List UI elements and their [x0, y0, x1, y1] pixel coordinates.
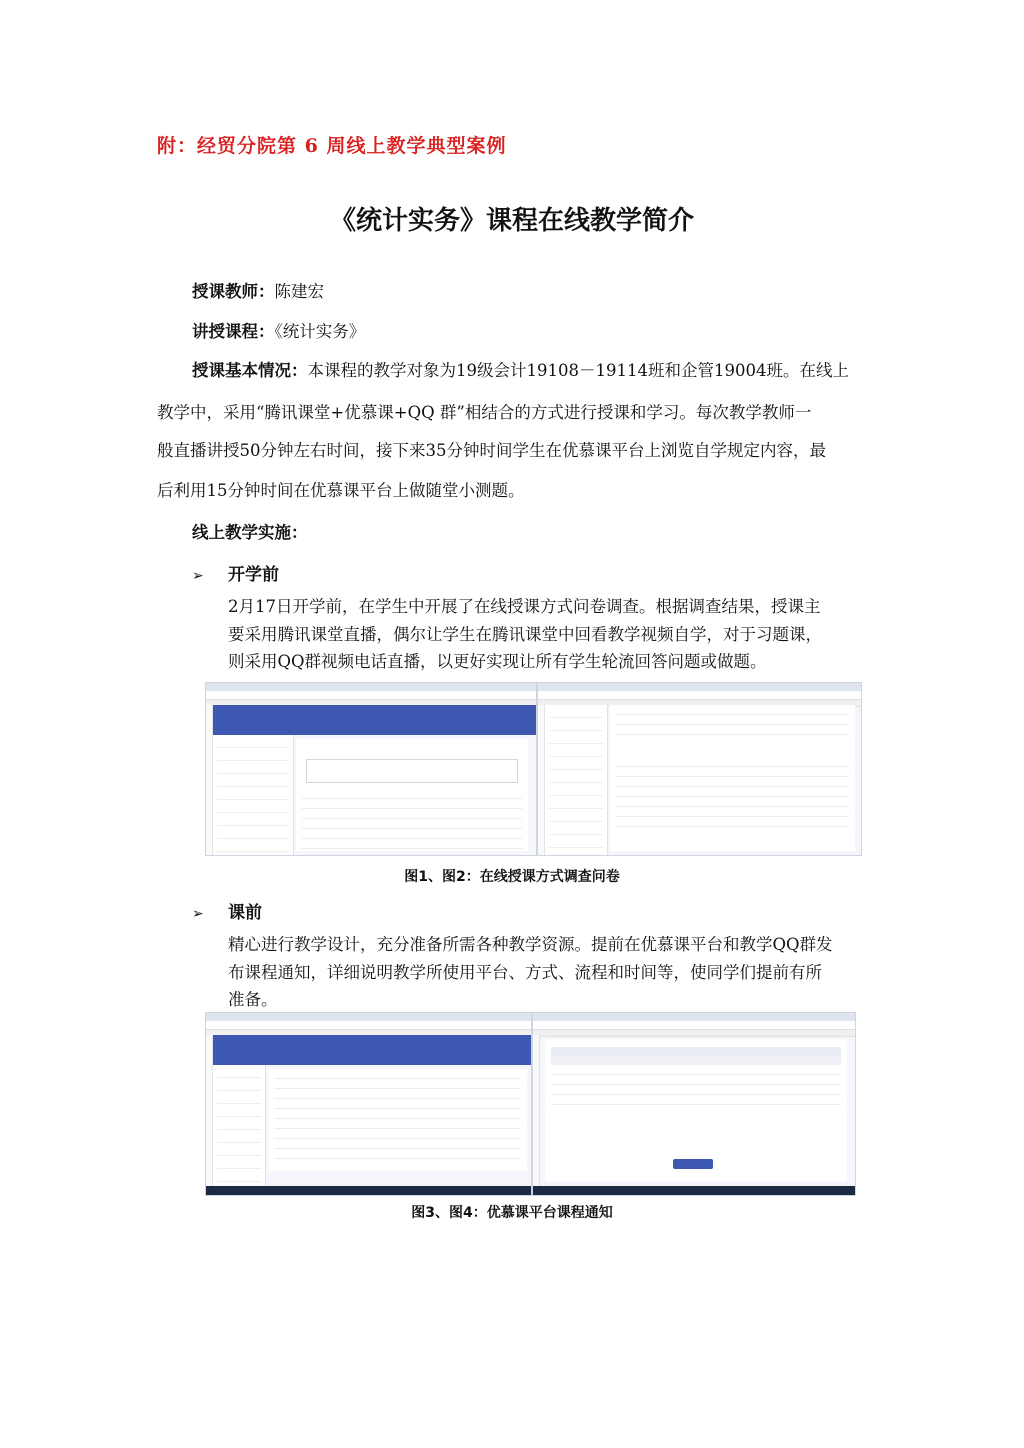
- section2-line1: 精心进行教学设计，充分准备所需各种教学资源。提前在优慕课平台和教学QQ群发: [228, 935, 833, 954]
- document-title: 《统计实务》课程在线教学简介: [329, 206, 694, 236]
- implementation-label: 线上教学实施：: [192, 523, 308, 542]
- section-before-class-title: 课前: [228, 903, 262, 923]
- figure1-screenshot: [205, 682, 537, 856]
- figure3-screenshot: [205, 1012, 532, 1196]
- basic-info-line2: 教学中，采用“腾讯课堂+优慕课+QQ 群”相结合的方式进行授课和学习。每次教学教师一: [157, 403, 812, 422]
- teacher-value: 陈建宏: [274, 282, 324, 301]
- section1-line3: 则采用QQ群视频电话直播，以更好实现让所有学生轮流回答问题或做题。: [228, 652, 767, 671]
- basic-info-line3: 般直播讲授50分钟左右时间，接下来35分钟时间学生在优慕课平台上浏览自学规定内容，最: [157, 441, 826, 460]
- section-before-semester-heading: [192, 560, 279, 585]
- section2-line3: 准备。: [228, 990, 278, 1009]
- caption-figure3-4: 图3、图4：优慕课平台课程通知: [411, 1205, 613, 1221]
- section-before-semester-title: 开学前: [228, 565, 279, 585]
- section-before-class-heading: [192, 898, 262, 923]
- section1-line2: 要采用腾讯课堂直播，偶尔让学生在腾讯课堂中回看教学视频自学，对于习题课，: [228, 625, 822, 644]
- appendix-heading: 附：经贸分院第 6 周线上教学典型案例: [157, 135, 507, 157]
- section2-line2: 布课程通知，详细说明教学所使用平台、方式、流程和时间等，使同学们提前有所: [228, 963, 822, 982]
- basic-info-label: 授课基本情况：: [192, 361, 308, 380]
- section1-line1: 2月17日开学前，在学生中开展了在线授课方式问卷调查。根据调查结果，授课主: [228, 597, 821, 616]
- basic-info-line1: [192, 356, 872, 386]
- arrow-bullet-icon: ➢: [192, 568, 204, 584]
- figure2-screenshot: [537, 682, 862, 856]
- figure4-screenshot: [532, 1012, 856, 1196]
- course-line: [192, 317, 365, 347]
- caption-figure1-2: 图1、图2：在线授课方式调查问卷: [404, 869, 620, 885]
- course-value: 《统计实务》: [274, 322, 366, 341]
- basic-info-text1: 本课程的教学对象为19级会计19108－19114班和企管19004班。在线上: [307, 361, 849, 380]
- teacher-line: [192, 277, 324, 307]
- course-label: 讲授课程：: [192, 322, 275, 341]
- teacher-label: 授课教师：: [192, 282, 275, 301]
- arrow-bullet-icon: ➢: [192, 906, 204, 922]
- basic-info-line4: 后利用15分钟时间在优慕课平台上做随堂小测题。: [157, 481, 525, 500]
